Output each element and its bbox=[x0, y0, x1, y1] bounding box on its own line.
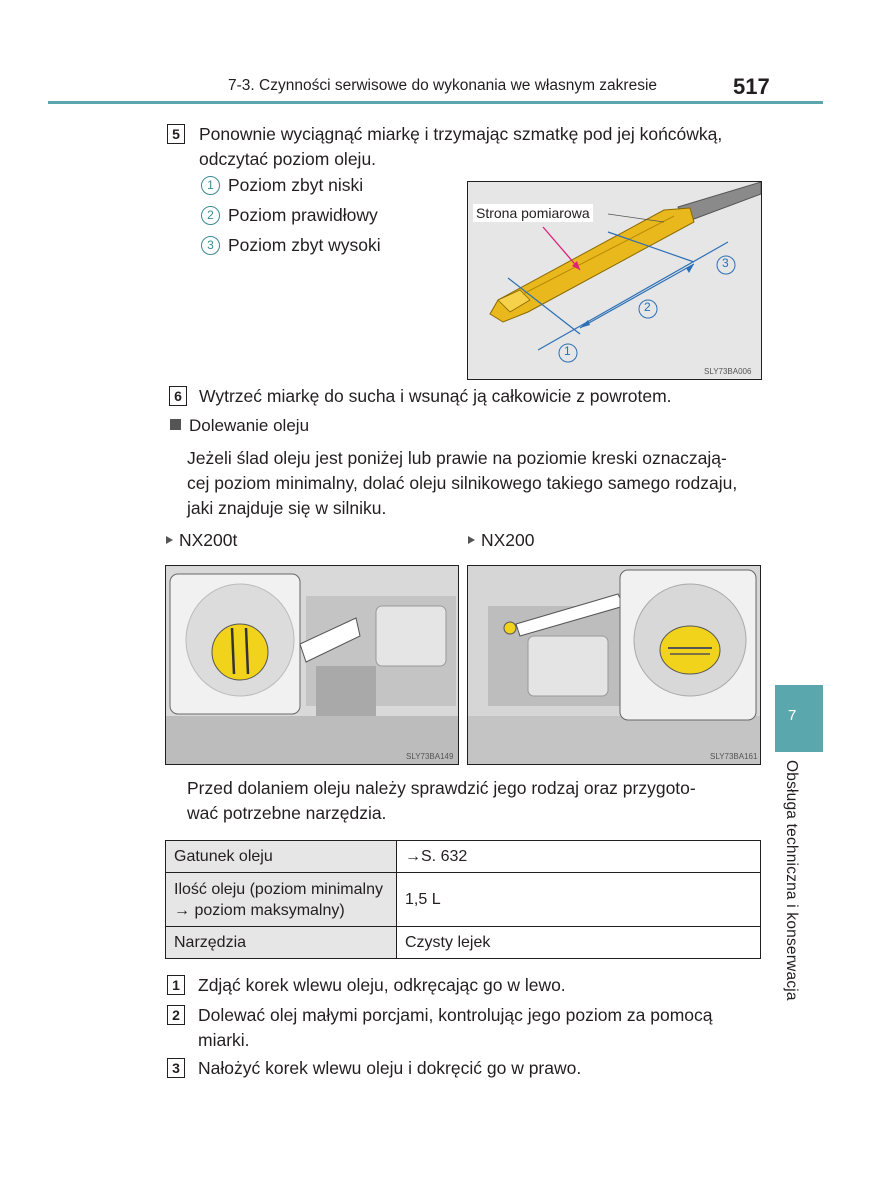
figure-code: SLY73BA149 bbox=[406, 752, 454, 761]
variant-nx200t-heading bbox=[166, 528, 237, 553]
step3-text: Nałożyć korek wlewu oleju i dokręcić go w prawo. bbox=[198, 1058, 582, 1078]
level-item-low bbox=[201, 175, 363, 196]
chapter-header: 7-3. Czynności serwisowe do wykonania we własnym zakresie bbox=[228, 77, 658, 94]
table-cell-value: 1,5 L bbox=[397, 873, 761, 927]
section-para-line1: Jeżeli ślad oleju jest poniżej lub prawie na poziomie kreski oznaczają- bbox=[187, 448, 727, 468]
step-number-5: 5 bbox=[167, 124, 185, 144]
table-row bbox=[166, 841, 761, 873]
table-row bbox=[166, 927, 761, 959]
level-item-high bbox=[201, 235, 381, 256]
engine-illustration bbox=[468, 566, 760, 764]
step-number-1: 1 bbox=[167, 975, 185, 995]
level-item-ok bbox=[201, 205, 378, 226]
level-label: Poziom zbyt wysoki bbox=[228, 235, 381, 255]
figure-code: SLY73BA006 bbox=[704, 367, 752, 376]
chapter-tab bbox=[775, 685, 823, 752]
step-number-2: 2 bbox=[167, 1005, 185, 1025]
table-cell-label bbox=[166, 873, 397, 927]
triangle-bullet-icon bbox=[166, 536, 173, 544]
section-heading bbox=[170, 416, 309, 436]
page-number: 517 bbox=[733, 74, 770, 99]
mark-1: 1 bbox=[564, 344, 571, 358]
variant-name: NX200 bbox=[481, 530, 535, 550]
engine-photo-nx200 bbox=[467, 565, 761, 765]
triangle-bullet-icon bbox=[468, 536, 475, 544]
mark-2: 2 bbox=[644, 300, 651, 314]
step5-text-line1: Ponownie wyciągnąć miarkę i trzymając szmatkę pod jej końcówką, bbox=[199, 124, 723, 144]
figure-code: SLY73BA161 bbox=[710, 752, 758, 761]
table-cell-value: Czysty lejek bbox=[397, 927, 761, 959]
step-number-6: 6 bbox=[169, 386, 187, 406]
engine-photo-nx200t bbox=[165, 565, 459, 765]
step2-text-line1: Dolewać olej małymi porcjami, kontrolując jego poziom za pomocą bbox=[198, 1005, 713, 1025]
circled-number: 3 bbox=[201, 236, 220, 255]
table-row bbox=[166, 873, 761, 927]
table-cell-label: Narzędzia bbox=[166, 927, 397, 959]
dipstick-figure bbox=[467, 181, 762, 380]
step1-text: Zdjąć korek wlewu oleju, odkręcając go w lewo. bbox=[198, 975, 566, 995]
square-bullet-icon bbox=[170, 419, 181, 430]
section-para-line3: jaki znajduje się w silniku. bbox=[187, 498, 387, 518]
section-para-line2: cej poziom minimalny, dolać oleju silnikowego takiego samego rodzaju, bbox=[187, 473, 738, 493]
section-title: Dolewanie oleju bbox=[189, 416, 310, 435]
step-number-3: 3 bbox=[167, 1058, 185, 1078]
step6-text: Wytrzeć miarkę do sucha i wsunąć ją całkowicie z powrotem. bbox=[199, 386, 672, 406]
engine-illustration bbox=[166, 566, 458, 764]
label-line: Ilość oleju (poziom minimalny bbox=[174, 880, 383, 898]
variant-name: NX200t bbox=[179, 530, 238, 550]
circled-number: 2 bbox=[201, 206, 220, 225]
table-cell-label: Gatunek oleju bbox=[166, 841, 397, 873]
chapter-title-vertical: Obsługa techniczna i konserwacja bbox=[783, 760, 800, 1001]
table-cell-value: →S. 632 bbox=[397, 841, 761, 873]
chapter-number: 7 bbox=[788, 707, 797, 724]
mark-3: 3 bbox=[722, 256, 729, 270]
note-line2: wać potrzebne narzędzia. bbox=[187, 803, 387, 823]
oil-spec-table bbox=[165, 840, 761, 959]
label-line: → poziom maksymalny) bbox=[174, 901, 345, 919]
header-rule bbox=[48, 101, 823, 104]
step5-text-line2: odczytać poziom oleju. bbox=[199, 149, 377, 169]
measuring-side-label: Strona pomiarowa bbox=[473, 204, 593, 222]
step2-text-line2: miarki. bbox=[198, 1030, 250, 1050]
level-label: Poziom prawidłowy bbox=[228, 205, 378, 225]
variant-nx200-heading bbox=[468, 528, 535, 553]
level-label: Poziom zbyt niski bbox=[228, 175, 364, 195]
note-line1: Przed dolaniem oleju należy sprawdzić jego rodzaj oraz przygoto- bbox=[187, 778, 696, 798]
circled-number: 1 bbox=[201, 176, 220, 195]
